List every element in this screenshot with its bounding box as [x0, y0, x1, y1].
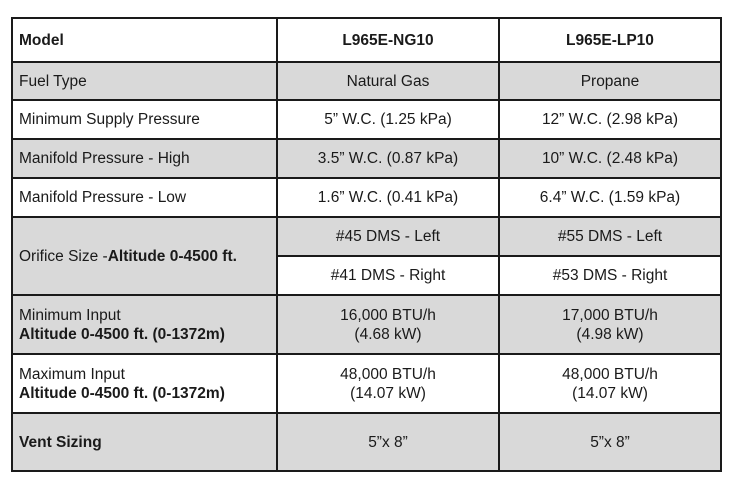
table-row-min-input	[12, 295, 721, 354]
table-row-orifice-left	[12, 217, 721, 256]
row-value-ng-right: #41 DMS - Right	[277, 256, 499, 295]
row-value-ng: 3.5” W.C. (0.87 kPa)	[277, 139, 499, 178]
max-input-btu-ng: 48,000 BTU/h	[340, 365, 436, 383]
row-value-ng	[277, 354, 499, 413]
row-value-lp	[499, 295, 721, 354]
min-input-btu-lp: 17,000 BTU/h	[562, 306, 658, 324]
row-value-ng: 5”x 8”	[277, 413, 499, 471]
row-value-lp: 6.4” W.C. (1.59 kPa)	[499, 178, 721, 217]
row-value-lp: 5”x 8”	[499, 413, 721, 471]
spec-table	[11, 17, 722, 472]
max-input-btu-lp: 48,000 BTU/h	[562, 365, 658, 383]
row-label: Manifold Pressure - High	[12, 139, 277, 178]
row-value-ng	[277, 295, 499, 354]
table-row-min-supply-pressure	[12, 100, 721, 139]
row-label: Minimum Supply Pressure	[12, 100, 277, 139]
header-model-ng: L965E-NG10	[277, 18, 499, 62]
row-value-ng-left: #45 DMS - Left	[277, 217, 499, 256]
table-row-max-input	[12, 354, 721, 413]
row-label	[12, 354, 277, 413]
max-input-kw-lp: (14.07 kW)	[572, 384, 648, 402]
header-model-lp: L965E-LP10	[499, 18, 721, 62]
row-label: Fuel Type	[12, 62, 277, 100]
row-value-lp: 10” W.C. (2.48 kPa)	[499, 139, 721, 178]
row-value-lp-right: #53 DMS - Right	[499, 256, 721, 295]
min-input-btu-ng: 16,000 BTU/h	[340, 306, 436, 324]
orifice-label-altitude: Altitude 0-4500 ft.	[107, 247, 237, 265]
row-value-ng: 1.6” W.C. (0.41 kPa)	[277, 178, 499, 217]
max-input-altitude: Altitude 0-4500 ft. (0-1372m)	[19, 384, 225, 402]
min-input-label: Minimum Input	[19, 306, 121, 324]
orifice-label-prefix: Orifice Size -	[19, 247, 108, 265]
min-input-altitude: Altitude 0-4500 ft. (0-1372m)	[19, 325, 225, 343]
orifice-row-label	[12, 217, 277, 295]
row-value-lp	[499, 354, 721, 413]
row-label: Vent Sizing	[12, 413, 277, 471]
max-input-label: Maximum Input	[19, 365, 125, 383]
min-input-kw-lp: (4.98 kW)	[576, 325, 644, 343]
header-model-label: Model	[12, 18, 277, 62]
max-input-kw-ng: (14.07 kW)	[350, 384, 426, 402]
table-row-manifold-low	[12, 178, 721, 217]
table-row-manifold-high	[12, 139, 721, 178]
row-value-ng: 5” W.C. (1.25 kPa)	[277, 100, 499, 139]
header-row	[12, 18, 721, 62]
row-value-ng: Natural Gas	[277, 62, 499, 100]
table-row-vent-sizing	[12, 413, 721, 471]
row-value-lp-left: #55 DMS - Left	[499, 217, 721, 256]
row-value-lp: Propane	[499, 62, 721, 100]
row-label	[12, 295, 277, 354]
table-row-fuel-type	[12, 62, 721, 100]
row-value-lp: 12” W.C. (2.98 kPa)	[499, 100, 721, 139]
row-label: Manifold Pressure - Low	[12, 178, 277, 217]
min-input-kw-ng: (4.68 kW)	[354, 325, 422, 343]
